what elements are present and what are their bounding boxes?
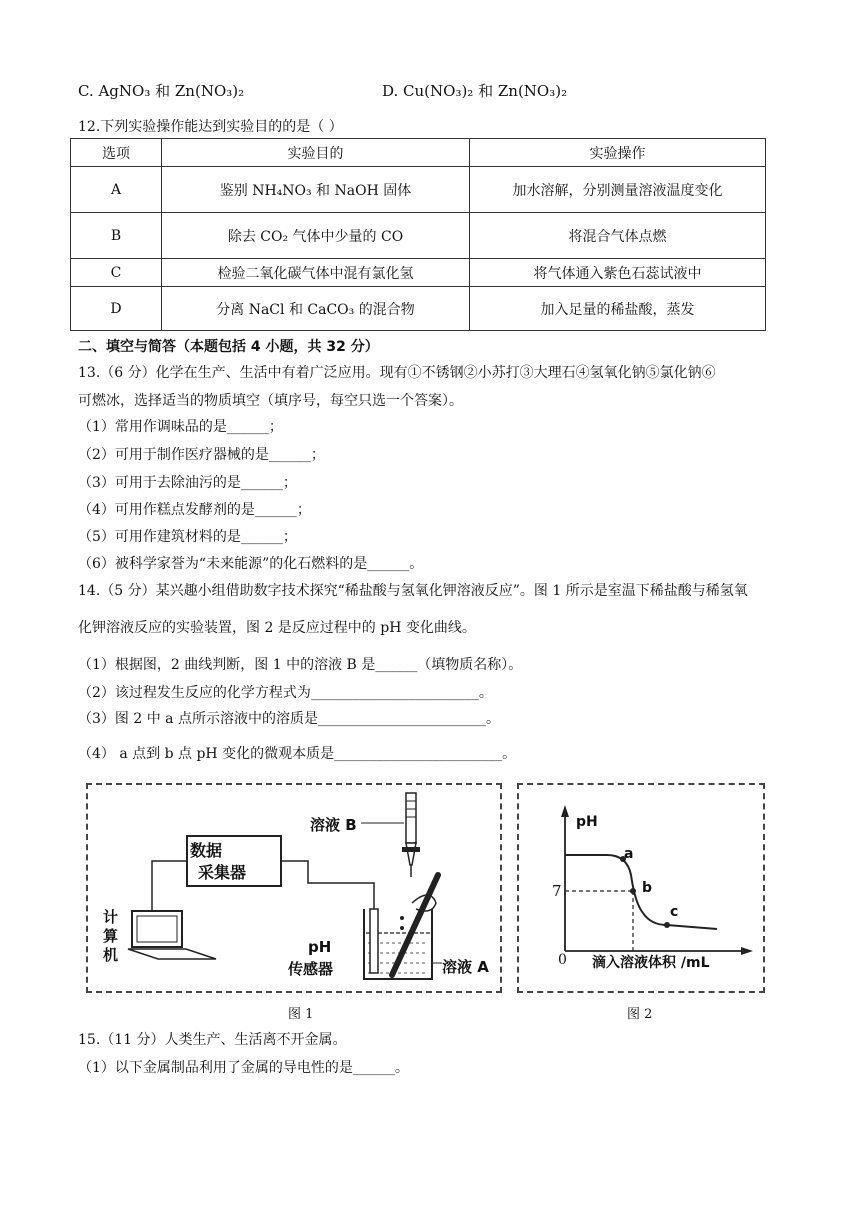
burette-valve: [402, 847, 420, 852]
table-header-row: [71, 139, 766, 167]
header-goal: 实验目的: [162, 139, 470, 167]
laptop-base: [128, 949, 216, 959]
q13-item-1: （1）常用作调味品的是______；: [78, 419, 283, 435]
ph-curve: [565, 855, 717, 929]
row-operation: 加入足量的稀盐酸，蒸发: [470, 287, 766, 331]
header-operation: 实验操作: [470, 139, 766, 167]
q14-item-2: （2）该过程发生反应的化学方程式为________________________。: [78, 685, 493, 701]
row-goal: 分离 NaCl 和 CaCO₃ 的混合物: [162, 287, 470, 331]
x-axis-label: 滴入溶液体积 /mL: [592, 955, 710, 971]
collector-to-sensor-wire: [281, 861, 374, 909]
table-row: [71, 213, 766, 259]
q14-stem-line2: 化钾溶液反应的实验装置，图 2 是反应过程中的 pH 变化曲线。: [78, 620, 476, 636]
collector-label-1: 数据: [190, 841, 223, 860]
point-c-label: c: [670, 904, 679, 920]
row-option: B: [71, 213, 162, 259]
ph-label: pH: [308, 938, 332, 956]
q14-item-1: （1）根据图，2 曲线判断，图 1 中的溶液 B 是______（填物质名称）。: [78, 657, 523, 673]
option-d: D. Cu(NO₃)₂ 和 Zn(NO₃)₂: [382, 82, 568, 100]
q14-stem-line1: 14.（5 分）某兴趣小组借助数字技术探究“稀盐酸与氢氧化钾溶液反应”。图 1 所示是室温下稀盐酸与稀氢氧: [78, 583, 748, 599]
point-b-label: b: [642, 880, 653, 896]
header-option: 选项: [71, 139, 162, 167]
collector-label-2: 采集器: [198, 863, 247, 882]
row-operation: 加水溶解，分别测量溶液温度变化: [470, 167, 766, 213]
q13-stem-line1: 13.（6 分）化学在生产、生活中有着广泛应用。现有①不锈钢②小苏打③大理石④氢氧化钠⑤氯化钠⑥: [78, 365, 716, 381]
computer-label-3: 机: [103, 946, 119, 964]
row-operation: 将气体通入紫色石蕊试液中: [470, 259, 766, 287]
q12-stem: 12.下列实验操作能达到实验目的的是（ ）: [78, 119, 343, 135]
point-c: [664, 922, 670, 928]
q15-stem: 15.（11 分）人类生产、生活离不开金属。: [78, 1032, 347, 1048]
ph-sensor-probe: [370, 909, 378, 973]
solution-a-label: 溶液 A: [442, 958, 489, 976]
q15-item-1: （1）以下金属制品利用了金属的导电性的是______。: [78, 1060, 409, 1076]
solution-b-label: 溶液 B: [310, 816, 357, 834]
point-a-label: a: [624, 846, 634, 862]
row-option: D: [71, 287, 162, 331]
section-heading: 二、填空与简答（本题包括 4 小题，共 32 分）: [78, 339, 379, 355]
q13-item-2: （2）可用于制作医疗器械的是______；: [78, 447, 325, 463]
origin-label: 0: [558, 952, 567, 968]
computer-label-2: 算: [103, 927, 119, 945]
q13-item-4: （4）可用作糕点发酵剂的是______；: [78, 502, 311, 518]
row-goal: 检验二氧化碳气体中混有氯化氢: [162, 259, 470, 287]
computer-label-1: 计: [103, 908, 119, 926]
row-goal: 鉴别 NH₄NO₃ 和 NaOH 固体: [162, 167, 470, 213]
row-option: C: [71, 259, 162, 287]
y-axis-label: pH: [576, 814, 598, 830]
figure-1-caption: 图 1: [288, 1007, 314, 1022]
tick-7: 7: [552, 882, 562, 900]
q13-item-3: （3）可用于去除油污的是______；: [78, 475, 297, 491]
q14-item-3: （3）图 2 中 a 点所示溶液中的溶质是________________________。: [78, 711, 500, 727]
q13-stem-line2: 可燃冰，选择适当的物质填空（填序号，每空只选一个答案）。: [78, 393, 463, 409]
point-b: [630, 888, 636, 894]
row-goal: 除去 CO₂ 气体中少量的 CO: [162, 213, 470, 259]
row-option: A: [71, 167, 162, 213]
q13-item-5: （5）可用作建筑材料的是______；: [78, 529, 297, 545]
q13-item-6: （6）被科学家誉为“未来能源”的化石燃料的是______。: [78, 556, 424, 572]
table-row: [71, 287, 766, 331]
table-row: [71, 259, 766, 287]
option-c: C. AgNO₃ 和 Zn(NO₃)₂: [78, 82, 245, 100]
sensor-label: 传感器: [288, 960, 334, 978]
table-row: [71, 167, 766, 213]
q14-item-4: （4） a 点到 b 点 pH 变化的微观本质是________________________。: [78, 746, 517, 762]
figure-2-caption: 图 2: [627, 1007, 653, 1022]
q12-table: [70, 138, 766, 331]
collector-to-computer-wire: [152, 861, 187, 913]
row-operation: 将混合气体点燃: [470, 213, 766, 259]
